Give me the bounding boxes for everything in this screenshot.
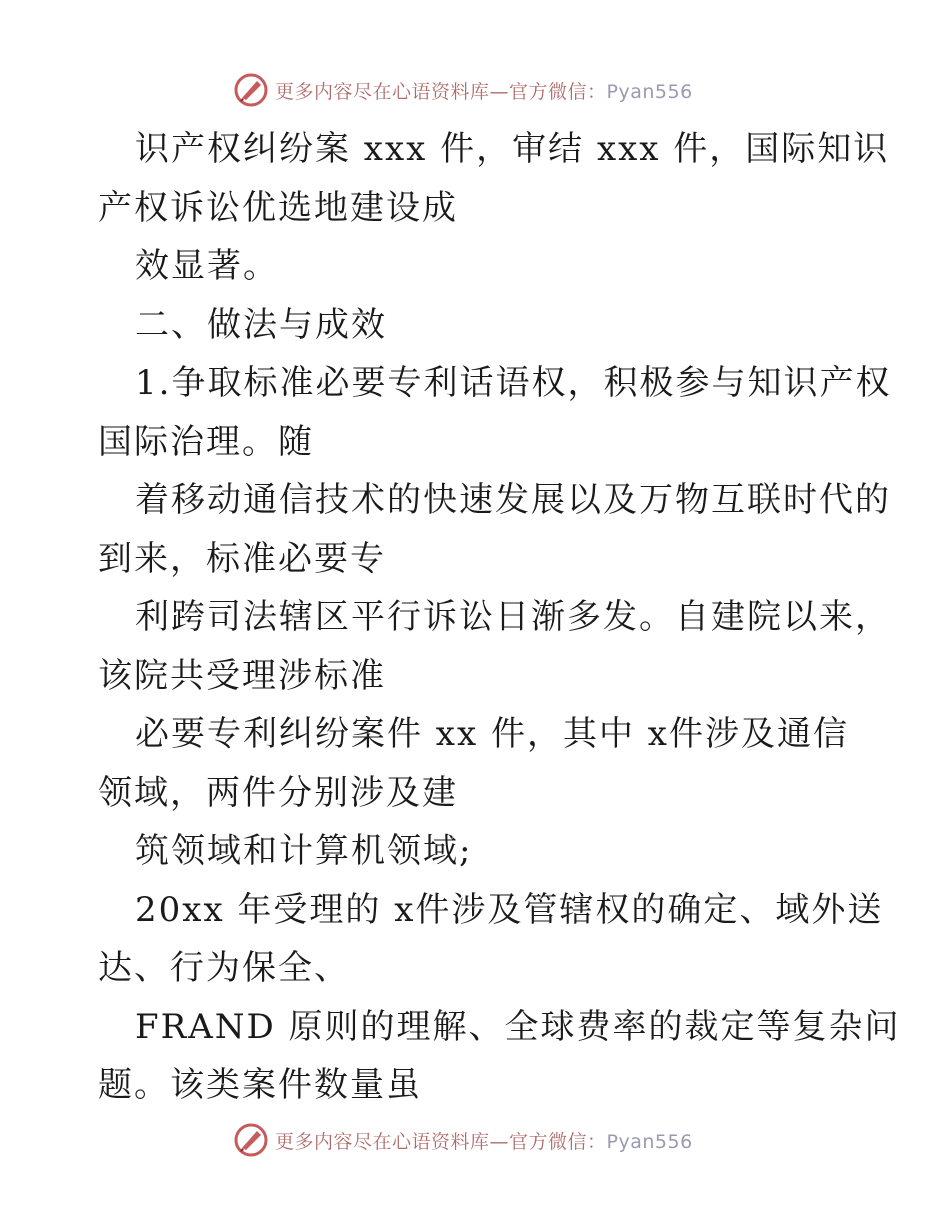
text-line: 题。该类案件数量虽	[98, 1065, 422, 1105]
text-line: 达、行为保全、	[98, 948, 350, 988]
text-line: 必要专利纠纷案件 xx 件，其中 x件涉及通信	[135, 714, 849, 754]
text-line: 效显著。	[135, 246, 279, 286]
text-line: 国际治理。随	[98, 421, 314, 462]
watermark-id: Pyan556	[606, 80, 693, 103]
header-watermark	[233, 70, 713, 110]
footer-watermark	[233, 1120, 713, 1160]
text-line: 领域，两件分别涉及建	[98, 772, 458, 813]
document-body	[98, 120, 901, 1115]
text-line: FRAND 原则的理解、全球费率的裁定等复杂问	[135, 1006, 901, 1047]
text-line: 产权诉讼优选地建设成	[98, 187, 458, 228]
text-line: 到来，标准必要专	[98, 538, 386, 579]
text-line: 着移动通信技术的快速发展以及万物互联时代的	[135, 480, 891, 520]
watermark-text: 更多内容尽在心语资料库—官方微信：Pyan556	[275, 1130, 693, 1153]
text-line: 该院共受理涉标准	[98, 655, 386, 696]
watermark-id: Pyan556	[606, 1130, 693, 1153]
text-line: 二、做法与成效	[135, 304, 387, 345]
watermark-text: 更多内容尽在心语资料库—官方微信：Pyan556	[275, 80, 693, 103]
text-line: 识产权纠纷案 xxx 件，审结 xxx 件，国际知识	[135, 129, 890, 169]
text-line: 20xx 年受理的 x件涉及管辖权的确定、域外送	[135, 889, 884, 930]
text-line: 1.争取标准必要专利话语权，积极参与知识产权	[135, 363, 892, 403]
text-line: 利跨司法辖区平行诉讼日渐多发。自建院以来，	[135, 597, 891, 637]
text-line: 筑领域和计算机领域;	[135, 831, 473, 871]
pen-logo-icon	[233, 1122, 269, 1158]
pen-logo-icon	[233, 72, 269, 108]
